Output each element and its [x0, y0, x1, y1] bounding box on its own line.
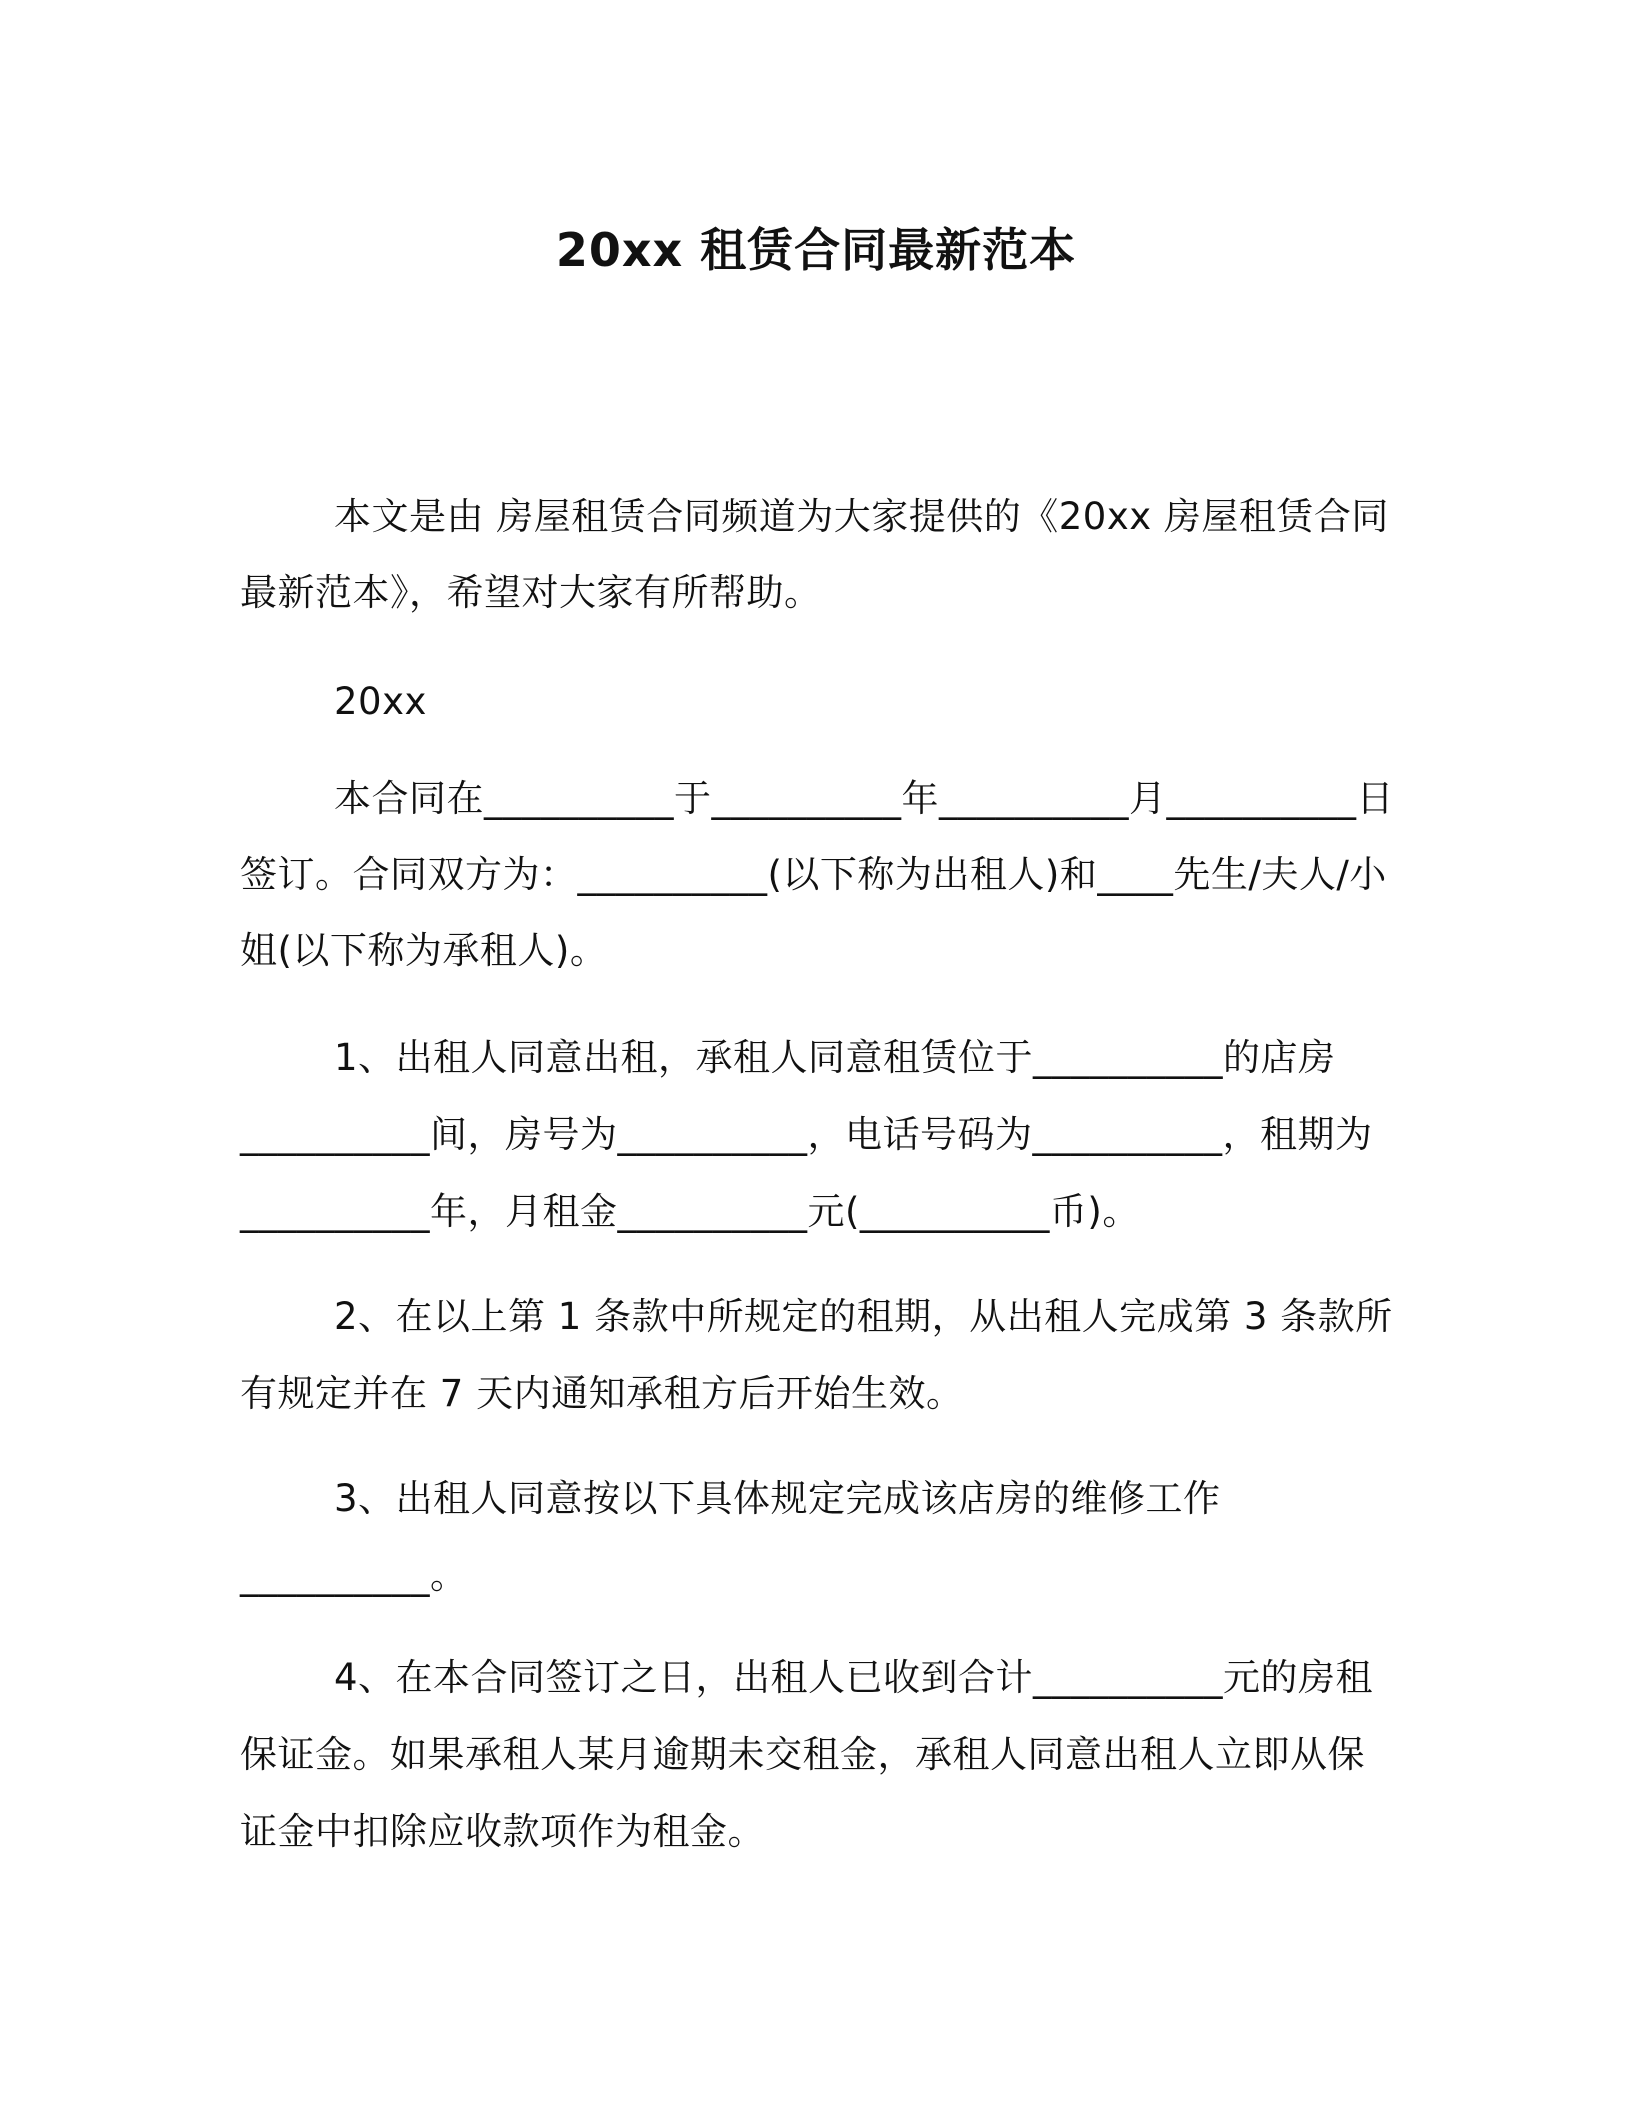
- clause-3-line-1: 3、出租人同意按以下具体规定完成该店房的维修工作: [334, 1477, 1221, 1520]
- clause-2-line-2: 有规定并在 7 天内通知承租方后开始生效。: [240, 1372, 964, 1415]
- clause-2-line-1: 2、在以上第 1 条款中所规定的租期，从出租人完成第 3 条款所: [334, 1295, 1393, 1338]
- clause-1-line-3: __________年，月租金__________元(__________币)。: [240, 1190, 1140, 1233]
- document-title: 20xx 租赁合同最新范本: [555, 223, 1077, 277]
- clause-4-line-1: 4、在本合同签订之日，出租人已收到合计__________元的房租: [334, 1656, 1374, 1699]
- clause-1-line-1: 1、出租人同意出租，承租人同意租赁位于__________的店房: [334, 1036, 1336, 1079]
- year-heading: 20xx: [334, 680, 427, 723]
- clause-4-line-2: 保证金。如果承租人某月逾期未交租金，承租人同意出租人立即从保: [240, 1733, 1365, 1776]
- clause-4-line-3: 证金中扣除应收款项作为租金。: [240, 1810, 765, 1853]
- signing-line-1: 本合同在__________于__________年__________月__________日: [334, 777, 1394, 820]
- clause-3-line-2: __________。: [240, 1554, 468, 1597]
- signing-line-2: 签订。合同双方为：__________(以下称为出租人)和____先生/夫人/小: [240, 853, 1387, 896]
- clause-1-line-2: __________间，房号为__________，电话号码为__________，租期为: [240, 1113, 1373, 1156]
- intro-line-1: 本文是由 房屋租赁合同频道为大家提供的《20xx 房屋租赁合同: [334, 495, 1389, 538]
- signing-line-3: 姐(以下称为承租人)。: [240, 929, 608, 972]
- intro-line-2: 最新范本》，希望对大家有所帮助。: [240, 571, 822, 614]
